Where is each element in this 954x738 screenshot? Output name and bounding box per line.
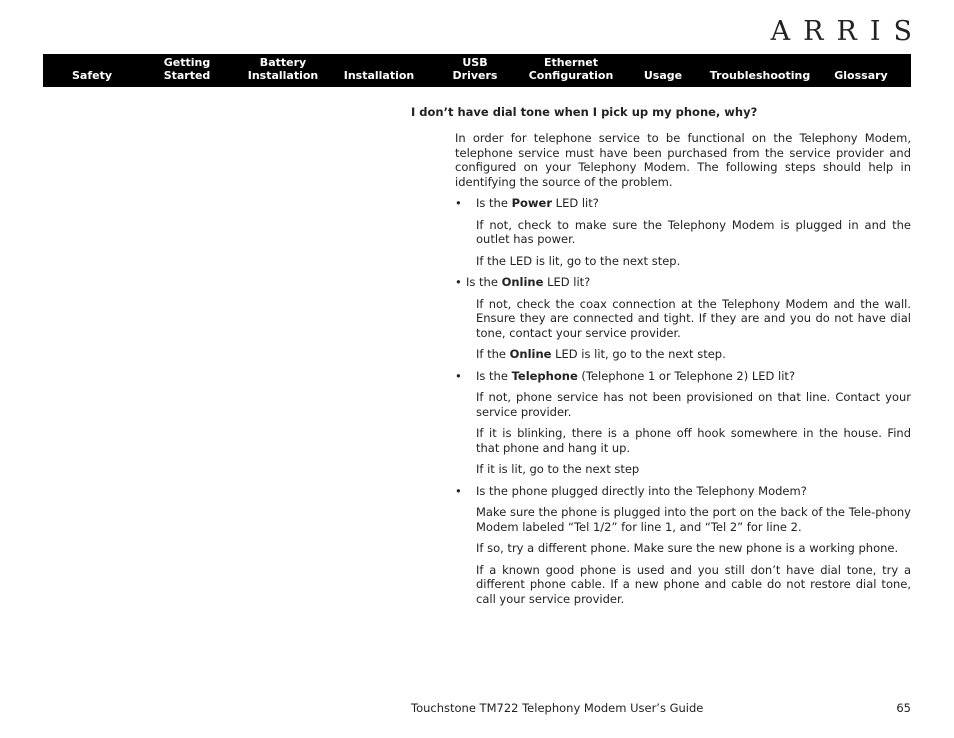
step-phone-plugged — [455, 484, 911, 499]
bullet-icon: • — [455, 275, 462, 289]
step-paragraph: If the Online LED is lit, go to the next step. — [476, 347, 726, 361]
step-paragraph: If not, check the coax connection at the Telephony Modem and the wall. Ensure they are connected and tight. If they are and you do not have dial tone, contact your service provider. — [476, 296, 911, 340]
step-question: Is the Power LED lit? — [476, 196, 599, 210]
step-online-details — [476, 297, 911, 362]
step-paragraph: If a known good phone is used and you still don’t have dial tone, try a different phone cable. If a new phone and cable do not restore dial tone, call your service provider. — [476, 562, 911, 606]
arris-logo: ARRIS — [770, 16, 925, 47]
step-question: Is the phone plugged directly into the Telephony Modem? — [476, 483, 807, 498]
step-telephone-details — [476, 390, 911, 477]
page-number: 65 — [896, 701, 911, 715]
intro-paragraph: In order for telephone service to be functional on the Telephony Modem, telephone service must have been purchased from the service provider and configured on your Telephony Modem. The following steps should help in identifying the source of the problem. — [455, 131, 911, 189]
bullet-icon: • — [455, 368, 462, 383]
nav-getting-started[interactable]: Getting Started — [163, 56, 211, 82]
step-paragraph: If it is blinking, there is a phone off hook somewhere in the house. Find that phone and hang it up. — [476, 426, 911, 455]
step-question: Is the Online LED lit? — [466, 275, 591, 289]
step-paragraph: If the LED is lit, go to the next step. — [476, 253, 681, 268]
nav-battery-installation[interactable]: Battery Installation — [247, 56, 319, 82]
step-paragraph: If it is lit, go to the next step — [476, 462, 640, 476]
nav-installation[interactable]: Installation — [343, 69, 415, 82]
step-paragraph: If not, phone service has not been provisioned on that line. Contact your service provider. — [476, 390, 911, 419]
nav-troubleshooting[interactable]: Troubleshooting — [709, 69, 811, 82]
top-navigation — [43, 54, 911, 87]
step-question: Is the Telephone (Telephone 1 or Telephone 2) LED lit? — [476, 368, 796, 383]
step-telephone — [455, 369, 911, 384]
footer-guide-title: Touchstone TM722 Telephony Modem User’s Guide — [411, 701, 704, 715]
nav-glossary[interactable]: Glossary — [834, 69, 888, 82]
nav-safety[interactable]: Safety — [71, 69, 113, 82]
step-paragraph: If not, check to make sure the Telephony Modem is plugged in and the outlet has power. — [476, 217, 911, 246]
troubleshooting-content — [455, 131, 911, 613]
nav-usb-drivers[interactable]: USB Drivers — [452, 56, 498, 82]
step-paragraph: Make sure the phone is plugged into the port on the back of the Tele-phony Modem labeled “Tel 1/2” for line 1, and “Tel 2” for line 2. — [476, 505, 911, 534]
step-phone-plugged-details — [476, 505, 911, 606]
step-paragraph: If so, try a different phone. Make sure the new phone is a working phone. — [476, 541, 899, 555]
step-online — [455, 275, 911, 290]
bullet-icon: • — [455, 196, 462, 210]
step-power-details — [476, 218, 911, 269]
nav-ethernet-configuration[interactable]: Ethernet Configuration — [528, 56, 614, 82]
step-power — [455, 196, 911, 211]
section-heading: I don’t have dial tone when I pick up my phone, why? — [411, 105, 758, 119]
bullet-icon: • — [455, 483, 462, 498]
nav-usage[interactable]: Usage — [643, 69, 683, 82]
